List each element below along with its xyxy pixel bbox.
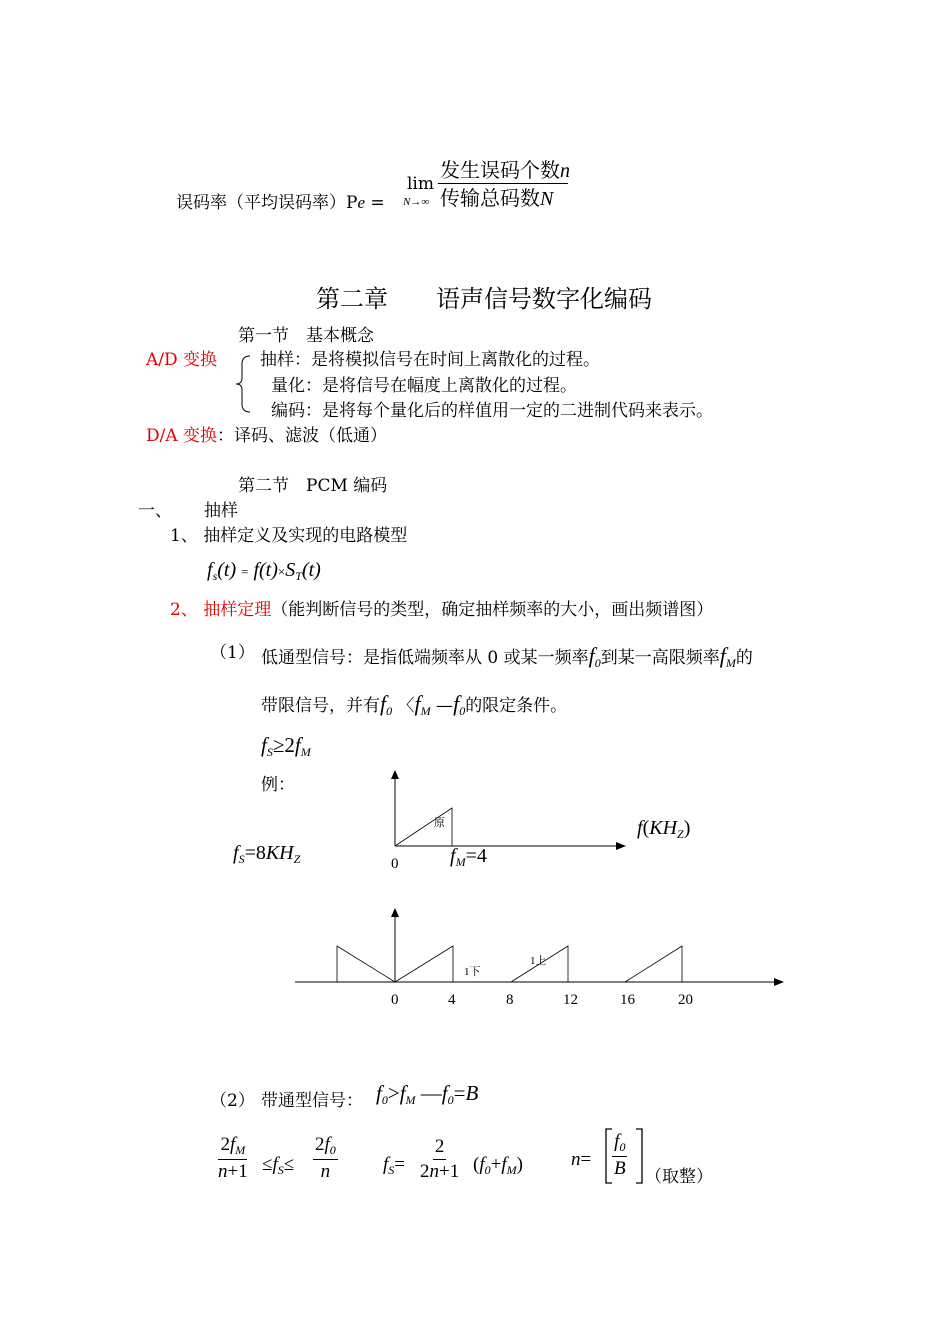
inequality-right-fraction: $\frac{2f_0}{n}$	[315, 1134, 336, 1182]
lower-sideband-label: 1下	[464, 966, 481, 978]
quantization-def: 量化：是将信号在幅度上离散化的过程。	[271, 376, 577, 396]
inequality-middle: $\le f_S\le$	[262, 1154, 295, 1177]
n-formula-fraction: $\frac{f_0}{B}$	[614, 1131, 626, 1179]
chapter-title: 第二章 语声信号数字化编码	[316, 285, 652, 313]
error-rate-denominator: 传输总码数N	[440, 186, 554, 210]
sampling-def: 抽样：是将模拟信号在时间上离散化的过程。	[260, 350, 600, 370]
error-rate-numerator: 发生误码个数n	[440, 158, 570, 182]
item2: 2、 抽样定理（能判断信号的类型，确定抽样频率的大小，画出频谱图）	[170, 600, 714, 620]
section2-title: 第二节 PCM 编码	[238, 476, 388, 496]
fs-bandpass-fraction: $\frac{2}{2n+1}$	[420, 1136, 460, 1182]
chart1-tick-0: 0	[391, 856, 399, 872]
chart1-fm-label: $f_M=4$	[450, 845, 487, 869]
chart2-x-arrow	[774, 978, 784, 986]
upper-sideband-label: 1上	[530, 955, 547, 967]
fs-example: $f_S=8KH_Z$	[233, 842, 301, 866]
chart1-x-label: $f(KH_Z)$	[637, 817, 691, 841]
chart2-tick-8: 8	[506, 992, 514, 1008]
chart2-y-arrow	[391, 908, 399, 917]
example-label: 例：	[261, 775, 295, 795]
formula-sampling: $f_s(t) = f(t)\times S_T(t)$	[207, 559, 321, 583]
part1-title: 抽样	[204, 501, 238, 521]
lowpass-line2: 带限信号，并有$f_0$ 〈$f_M$ $—f_0$的限定条件。	[261, 691, 568, 718]
lim-symbol: lim	[407, 174, 434, 194]
bandpass-number: （2）	[210, 1091, 255, 1111]
error-rate-label: 误码率（平均误码率）Pe =	[176, 193, 385, 213]
fs-bandpass-rhs: $(f_0+f_M)$	[473, 1154, 523, 1177]
encoding-def: 编码：是将每个量化后的样值用一定的二进制代码来表示。	[271, 401, 713, 421]
lim-subscript: N→∞	[403, 196, 430, 208]
da-line: D/A 变换：译码、滤波（低通）	[146, 426, 388, 446]
inequality-left-fraction: $\frac{2f_M}{n+1}$	[218, 1134, 248, 1182]
round-note: （取整）	[645, 1167, 713, 1187]
bandpass-label: 带通型信号：	[261, 1091, 363, 1111]
chart2-tick-4: 4	[448, 992, 456, 1008]
ad-label: A/D 变换	[146, 350, 218, 370]
chart2-tick-0: 0	[391, 992, 399, 1008]
bandpass-formula: $f_0>f_M$ $—f_0=B$	[376, 1081, 479, 1107]
part1-number: 一、	[138, 501, 172, 521]
chart2-tick-16: 16	[620, 992, 635, 1008]
chart2-tick-12: 12	[563, 992, 578, 1008]
chart2-tick-20: 20	[678, 992, 693, 1008]
n-formula-lhs: n=	[571, 1149, 592, 1170]
fs-condition: $f_S\ge 2f_M$	[261, 733, 311, 759]
lowpass-number: （1）	[210, 643, 255, 663]
bracket-right-icon	[634, 1128, 644, 1184]
original-label: 原	[434, 817, 445, 829]
lowpass-line1: 低通型信号：是指低端频率从 0 或某一频率$f_0$到某一高限频率$f_M$的	[261, 643, 753, 670]
item1: 1、 抽样定义及实现的电路模型	[170, 526, 408, 546]
sampled-spectrum-line	[337, 946, 682, 982]
fs-bandpass-lhs: $f_S=$	[383, 1154, 405, 1177]
section1-title: 第一节 基本概念	[238, 326, 374, 346]
